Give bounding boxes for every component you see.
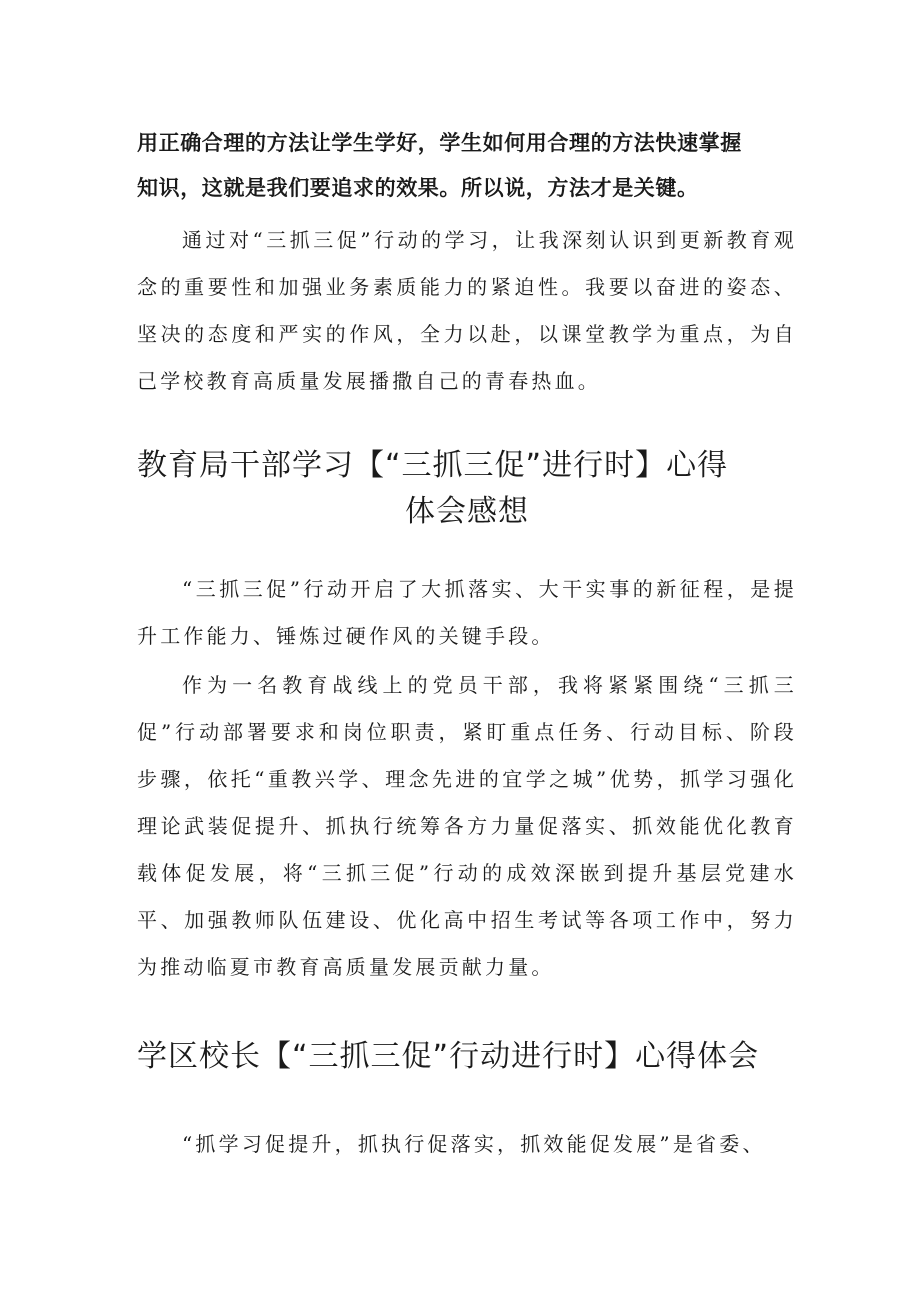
intro-paragraph xyxy=(137,121,797,211)
section-2-title xyxy=(137,1034,797,1080)
section-2-title-text: 学区校长【“三抓三促”行动进行时】心得体会 xyxy=(137,1039,760,1074)
section-1-title-line-2: 体会感想 xyxy=(405,494,529,529)
section-1-title-line-1: 教育局干部学习【“三抓三促”进行时】心得 xyxy=(137,448,729,483)
intro-line-2: 知识，这就是我们要追求的效果。所以说，方法才是关键。 xyxy=(137,176,699,200)
reflection-paragraph: 通过对“三抓三促”行动的学习，让我深刻认识到更新教育观念的重要性和加强业务素质能力的紧迫性。我要以奋进的姿态、坚决的态度和严实的作风，全力以赴，以课堂教学为重点，为自己学校教育高质量发展播撒自己的青春热血。 xyxy=(137,228,797,393)
section-1-title xyxy=(137,443,797,535)
section-2-paragraph-1: “抓学习促提升，抓执行促落实，抓效能促发展”是省委、 xyxy=(182,1132,766,1156)
section-1-paragraph-2: 作为一名教育战线上的党员干部，我将紧紧围绕“三抓三促”行动部署要求和岗位职责，紧盯重点任务、行动目标、阶段步骤，依托“重教兴学、理念先进的宜学之城”优势，抓学习强化理论武装促提升、抓执行统筹各方力量促落实、抓效能优化教育载体促发展，将“三抓三促”行动的成效深嵌到提升基层党建水平、加强教师队伍建设、优化高中招生考试等各项工作中，努力为推动临夏市教育高质量发展贡献力量。 xyxy=(137,673,797,979)
section-1-paragraph-1: “三抓三促”行动开启了大抓落实、大干实事的新征程，是提升工作能力、锤炼过硬作风的关键手段。 xyxy=(137,577,797,648)
intro-line-1: 用正确合理的方法让学生学好，学生如何用合理的方法快速掌握 xyxy=(137,131,742,155)
